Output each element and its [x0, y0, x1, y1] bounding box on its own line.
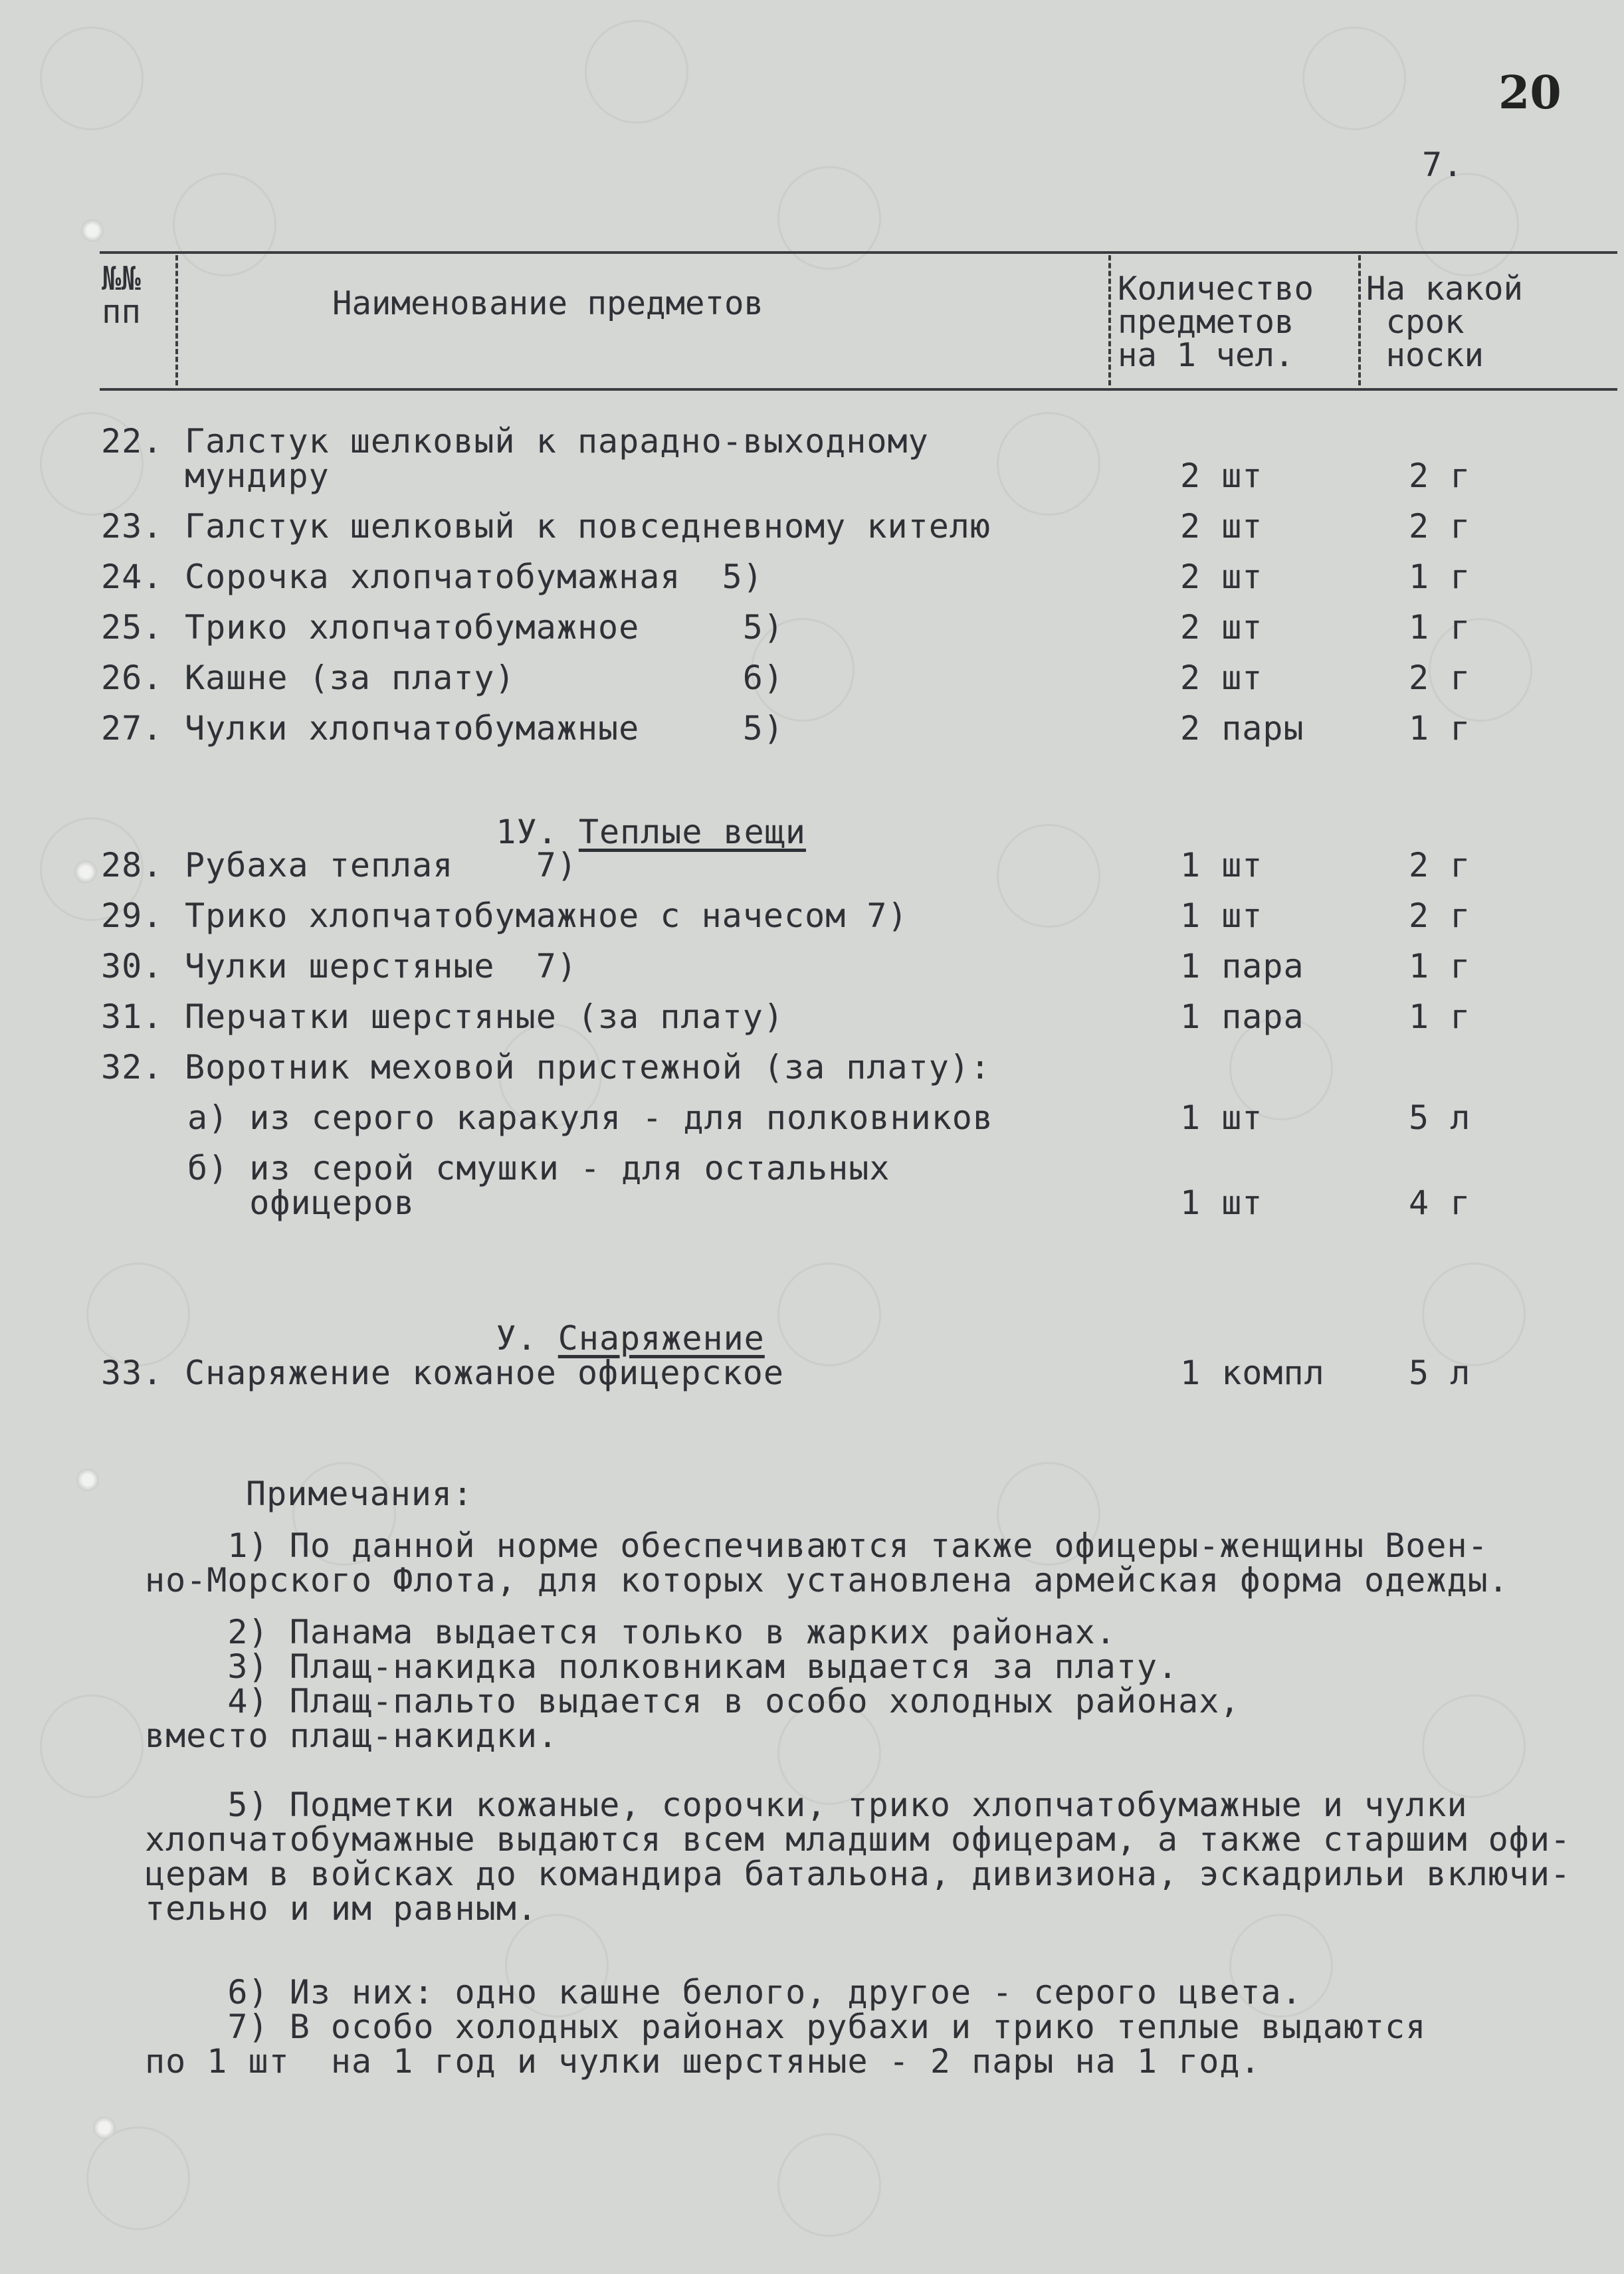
note-paragraph: 6) Из них: одно кашне белого, другое - серого цвета. 7) В особо холодных районах рубахи и трико теплые выдаются по 1 шт на 1 год и чулки шерстяные - 2 пары на 1 год. [145, 1973, 1427, 2081]
header-quantity-column: Количество предметов на 1 чел. [1118, 270, 1314, 374]
watermark-emblem [40, 1695, 144, 1798]
notes-title: Примечания: [246, 1475, 474, 1513]
item-name: Снаряжение кожаное офицерское [185, 1354, 784, 1392]
subitem-quantity: 1 шт [1180, 1184, 1263, 1222]
subitem-term: 4 г [1409, 1184, 1471, 1222]
header-name-column: Наименование предметов [332, 284, 764, 322]
item-name: Сорочка хлопчатобумажная 5) [185, 558, 763, 596]
item-quantity: 1 шт [1180, 846, 1263, 884]
page-number: 20 [1498, 66, 1562, 120]
item-number: 23. [101, 507, 163, 546]
item-term: 2 г [1409, 659, 1471, 697]
section-title: Теплые вещи [578, 813, 806, 851]
sheet-number: 7. [1422, 146, 1464, 184]
note-paragraph: 1) По данной норме обеспечиваются также офицеры-женщины Воен- но-Морского Флота, для которых установлена армейская форма одежды. [145, 1526, 1509, 1600]
note-paragraph: 2) Панама выдается только в жарких районах. 3) Плащ-накидка полковникам выдается за плату. 4) Плащ-пальто выдается в особо холодных районах, вместо плащ-накидки. [145, 1613, 1241, 1755]
item-name: Чулки шерстяные 7) [185, 947, 577, 985]
item-number: 29. [101, 896, 163, 935]
watermark-emblem [777, 2133, 881, 2237]
section-number: У. [496, 1319, 538, 1358]
subitem-term: 5 л [1409, 1098, 1471, 1137]
item-name: Трико хлопчатобумажное 5) [185, 608, 784, 647]
watermark-emblem [86, 2126, 190, 2230]
table-top-rule [100, 251, 1617, 254]
watermark-emblem [86, 1263, 190, 1366]
section-number: 1У. [496, 813, 558, 851]
punch-hole [74, 861, 97, 883]
item-quantity: 1 пара [1180, 997, 1304, 1036]
item-quantity: 2 шт [1180, 608, 1263, 647]
table-header-rule [100, 388, 1617, 391]
watermark-emblem [777, 166, 881, 270]
item-number: 27. [101, 709, 163, 748]
item-quantity: 1 шт [1180, 896, 1263, 935]
item-name: Перчатки шерстяные (за плату) [185, 997, 784, 1036]
item-term: 1 г [1409, 608, 1471, 647]
item-number: 33. [101, 1354, 163, 1392]
item-term: 1 г [1409, 558, 1471, 596]
item-number: 32. [101, 1048, 163, 1086]
section-title: Снаряжение [558, 1319, 765, 1358]
item-quantity: 2 шт [1180, 558, 1263, 596]
item-name: Трико хлопчатобумажное с начесом 7) [185, 896, 908, 935]
watermark-emblem [585, 20, 688, 124]
watermark-emblem [997, 824, 1100, 928]
item-number: 28. [101, 846, 163, 884]
column-divider [1108, 255, 1111, 385]
item-number: 31. [101, 997, 163, 1036]
item-quantity: 2 шт [1180, 457, 1263, 495]
item-term: 1 г [1409, 947, 1471, 985]
column-divider [175, 255, 178, 385]
watermark-emblem [1302, 27, 1406, 130]
punch-hole [81, 219, 104, 242]
item-term: 2 г [1409, 457, 1471, 495]
item-number: 30. [101, 947, 163, 985]
item-name: Галстук шелковый к парадно-выходному мундиру [185, 422, 929, 495]
item-quantity: 1 пара [1180, 947, 1304, 985]
watermark-emblem [173, 173, 276, 276]
item-number: 26. [101, 659, 163, 697]
watermark-emblem [777, 1263, 881, 1366]
item-term: 2 г [1409, 896, 1471, 935]
watermark-emblem [40, 27, 144, 130]
subitem-name: а) из серого каракуля - для полковников [187, 1098, 993, 1137]
subitem-name: б) из серой смушки - для остальных офицеров [187, 1149, 890, 1222]
item-number: 24. [101, 558, 163, 596]
item-quantity: 1 компл [1180, 1354, 1325, 1392]
watermark-emblem [1415, 173, 1519, 276]
subitem-quantity: 1 шт [1180, 1098, 1263, 1137]
item-quantity: 2 шт [1180, 507, 1263, 546]
watermark-emblem [1422, 1695, 1526, 1798]
item-quantity: 2 шт [1180, 659, 1263, 697]
item-number: 22. [101, 422, 163, 461]
item-term: 2 г [1409, 846, 1471, 884]
punch-hole [76, 1469, 99, 1491]
watermark-emblem [997, 412, 1100, 516]
item-term: 1 г [1409, 997, 1471, 1036]
item-quantity: 2 пары [1180, 709, 1304, 748]
item-name: Чулки хлопчатобумажные 5) [185, 709, 784, 748]
item-term: 2 г [1409, 507, 1471, 546]
item-number: 25. [101, 608, 163, 647]
watermark-emblem [1422, 1263, 1526, 1366]
item-name: Рубаха теплая 7) [185, 846, 577, 884]
header-term-column: На какой срок носки [1366, 270, 1524, 374]
column-divider [1358, 255, 1361, 385]
item-term: 1 г [1409, 709, 1471, 748]
item-name: Кашне (за плату) 6) [185, 659, 784, 697]
note-paragraph: 5) Подметки кожаные, сорочки, трико хлопчатобумажные и чулки хлопчатобумажные выдаются всем младшим офицерам, а также старшим офи- церам в войсках до командира батальона, дивизиона, эскадрильи включи- тельно и им равным. [145, 1786, 1572, 1928]
item-name: Воротник меховой пристежной (за плату): [185, 1048, 991, 1086]
item-term: 5 л [1409, 1354, 1471, 1392]
header-number-column: №№ пп [102, 260, 142, 331]
item-name: Галстук шелковый к повседневному кителю [185, 507, 991, 546]
punch-hole [93, 2117, 116, 2139]
